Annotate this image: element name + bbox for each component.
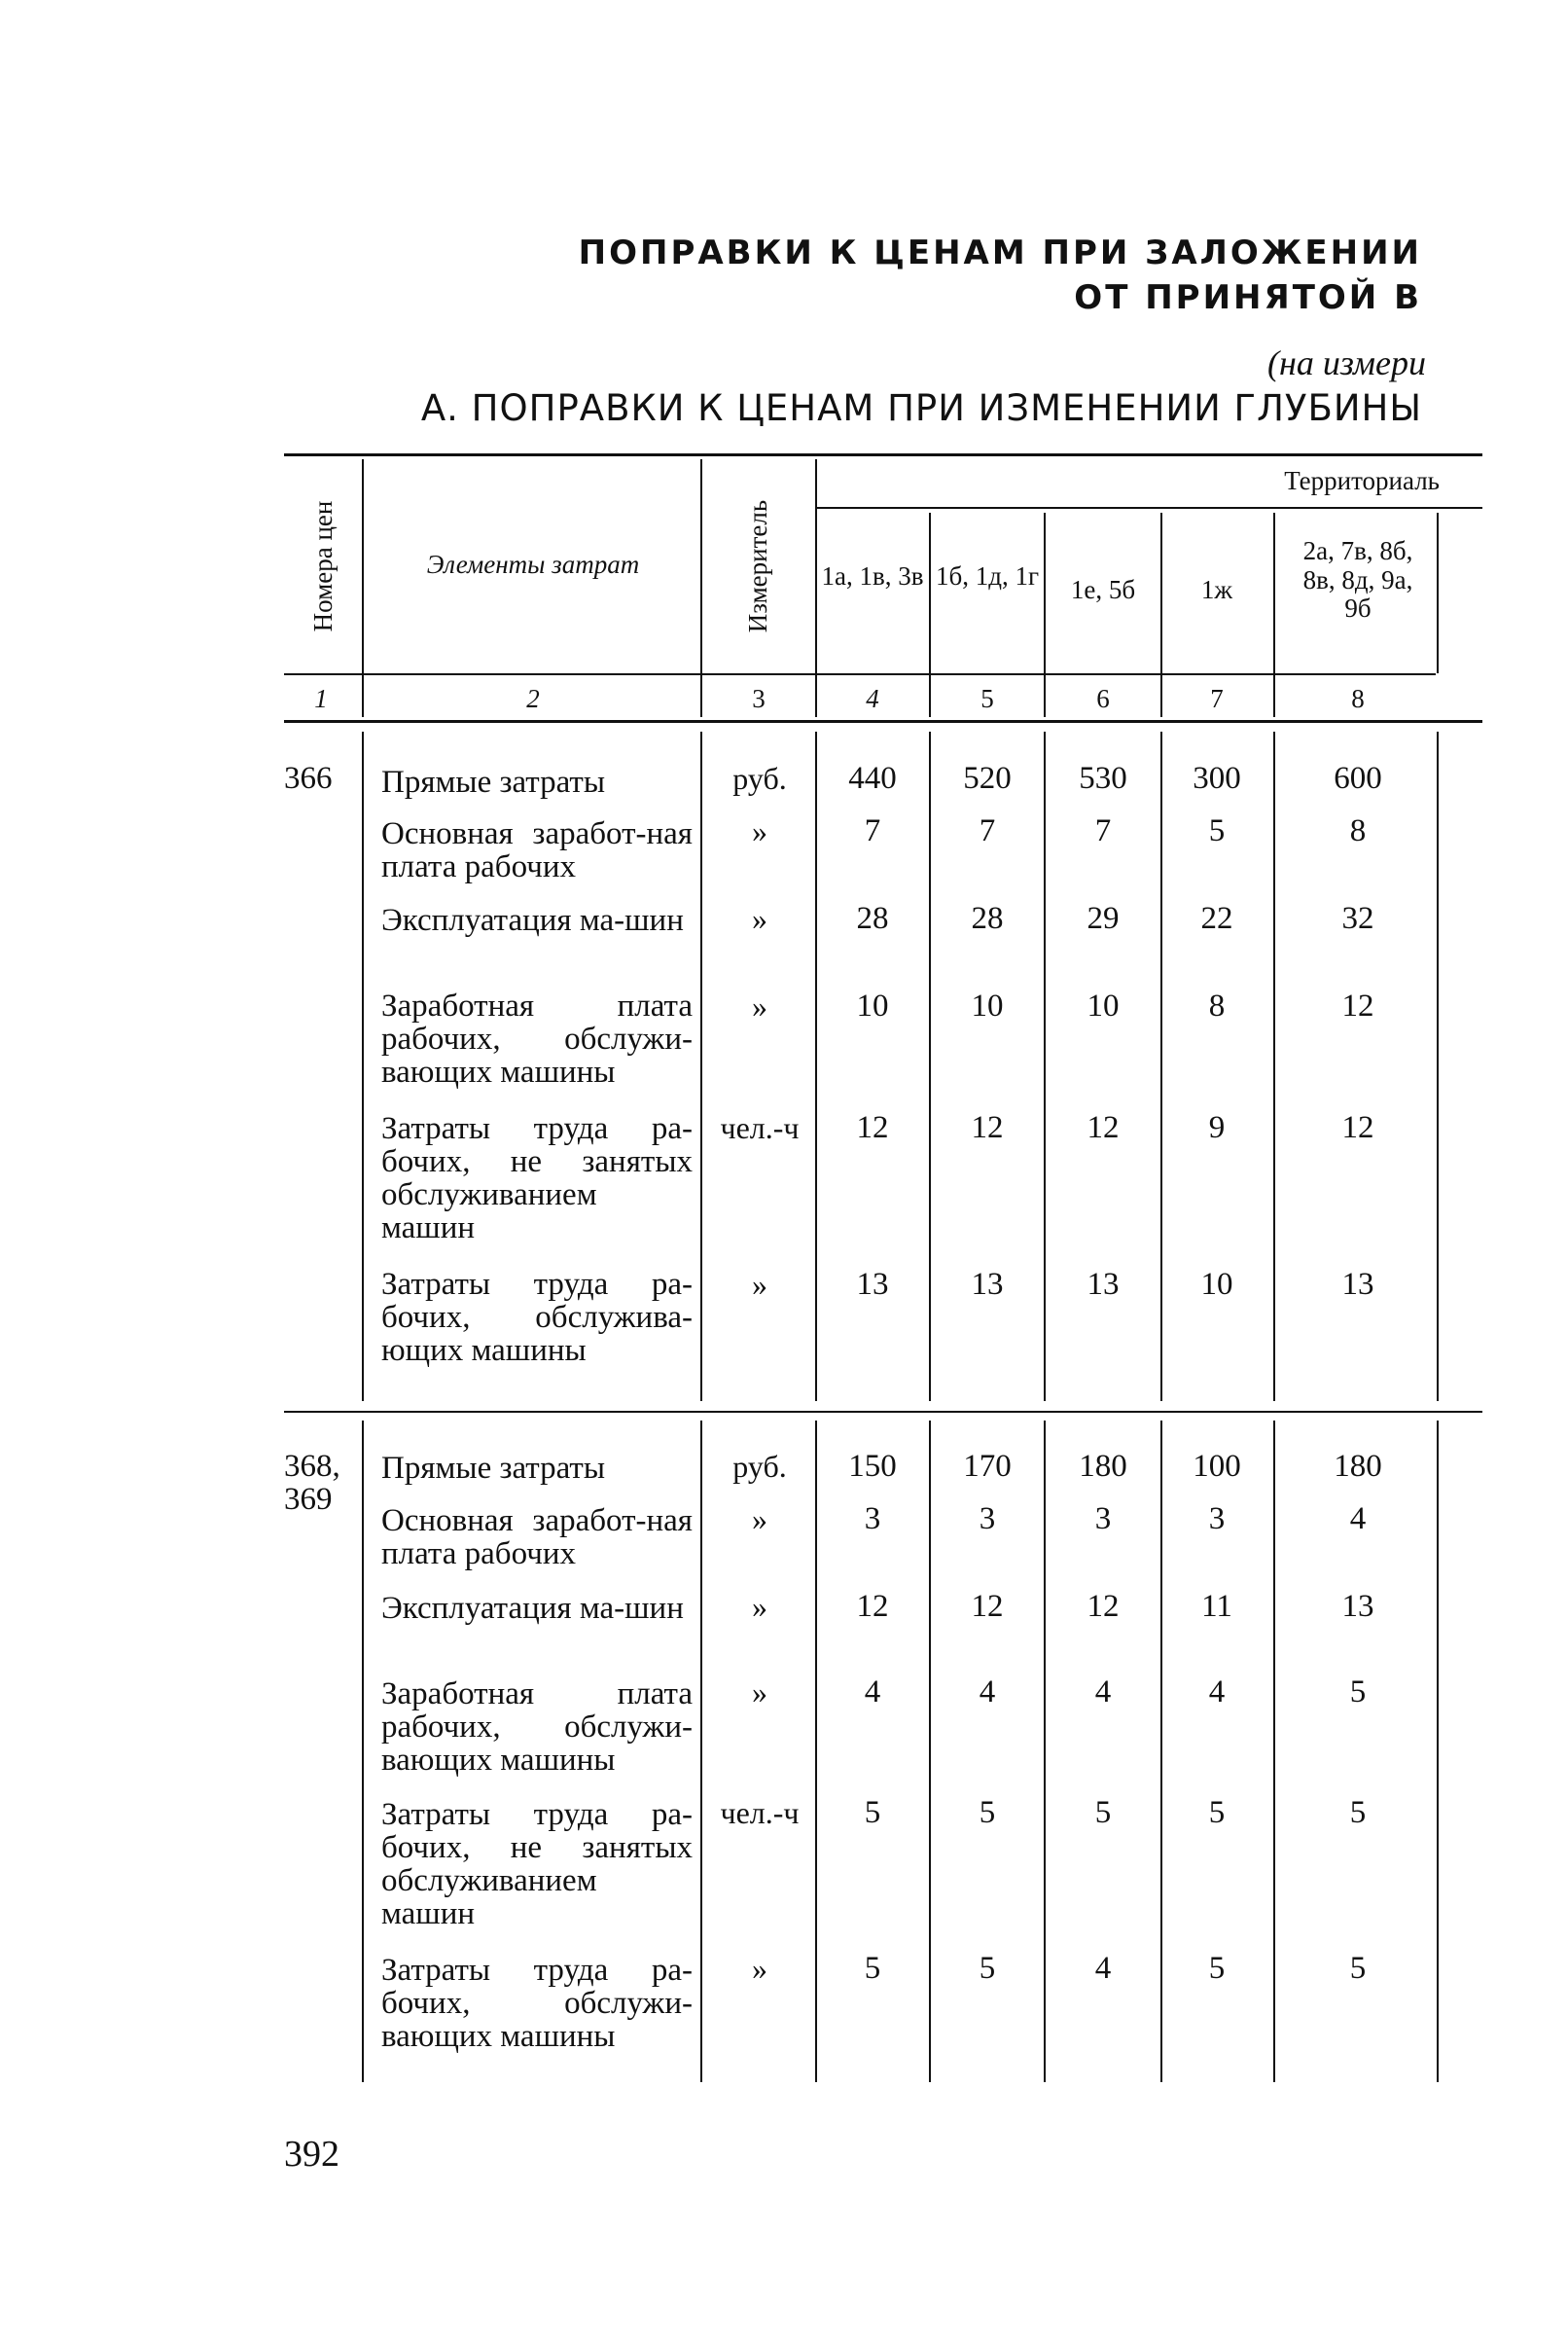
unit-cell: чел.-ч [720,1110,800,1145]
unit-cell: » [752,1267,767,1302]
page-title-line-2: ОТ ПРИНЯТОЙ В [1074,278,1422,317]
value-cell: 5 [1208,1795,1226,1830]
value-cell: 13 [1341,1589,1374,1624]
header-price-numbers: Номера цен [308,500,338,632]
value-cell: 5 [1094,1795,1112,1830]
unit-cell: чел.-ч [720,1795,800,1830]
column-number: 1 [314,684,328,713]
section-title: А. ПОПРАВКИ К ЦЕНАМ ПРИ ИЗМЕНЕНИИ ГЛУБИНЫ [420,387,1422,429]
header-region-2: 1б, 1д, 1г [935,561,1040,591]
body-vrule [815,1421,817,2082]
header-vrule [1044,513,1046,717]
price-number-368-369: 368, 369 [284,1449,340,1517]
value-cell: 7 [1094,813,1112,848]
header-vrule [362,459,364,717]
body-vrule [1437,1421,1439,2082]
value-cell: 10 [1200,1267,1233,1302]
value-cell: 4 [1094,1674,1112,1709]
value-cell: 13 [1087,1267,1120,1302]
body-vrule [1437,732,1439,1401]
body-vrule [1273,732,1275,1401]
value-cell: 5 [1208,813,1226,848]
body-vrule [700,732,702,1401]
header-vrule [1437,513,1439,673]
header-vrule [815,459,817,717]
value-cell: 520 [963,761,1012,796]
body-vrule [1160,1421,1162,2082]
value-cell: 170 [963,1449,1012,1484]
price-number-366: 366 [284,761,333,796]
group-separator-rule [284,1411,1482,1413]
value-cell: 8 [1208,989,1226,1024]
unit-cell: » [752,1951,767,1986]
value-cell: 8 [1349,813,1367,848]
value-cell: 600 [1334,761,1382,796]
header-region-1: 1а, 1в, 3в [821,561,924,591]
value-cell: 32 [1341,901,1374,936]
territorial-rule [815,507,1482,509]
value-cell: 12 [1087,1589,1120,1624]
table-top-rule [284,453,1482,456]
column-number: 7 [1210,684,1224,713]
column-number: 4 [866,684,879,713]
cost-element: Основная заработ-ная плата рабочих [381,816,693,884]
value-cell: 28 [971,901,1004,936]
body-vrule [1273,1421,1275,2082]
cost-element: Затраты труда ра-бочих, не занятых обслуживанием машин [381,1111,693,1245]
value-cell: 180 [1079,1449,1127,1484]
cost-element: Основная заработ-ная плата рабочих [381,1503,693,1571]
value-cell: 11 [1201,1589,1232,1624]
value-cell: 7 [864,813,881,848]
value-cell: 5 [1349,1795,1367,1830]
value-cell: 12 [1341,989,1374,1024]
column-number: 2 [526,684,540,713]
header-region-3: 1е, 5б [1070,575,1136,604]
value-cell: 100 [1193,1449,1241,1484]
cost-element: Прямые затраты [381,765,606,800]
body-vrule [362,1421,364,2082]
header-territorial: Территориаль [1284,466,1440,495]
cost-element: Прямые затраты [381,1451,606,1486]
header-vrule [1273,513,1275,717]
cost-element: Эксплуатация ма-шин [381,903,684,938]
value-cell: 300 [1193,761,1241,796]
body-vrule [929,732,931,1401]
value-cell: 4 [1094,1951,1112,1986]
value-cell: 440 [848,761,897,796]
value-cell: 4 [864,1674,881,1709]
header-vrule [1160,513,1162,717]
value-cell: 4 [1208,1674,1226,1709]
header-bottom-rule [284,673,1436,675]
body-vrule [929,1421,931,2082]
header-cost-elements: Элементы затрат [426,550,640,579]
cost-element: Эксплуатация ма-шин [381,1591,684,1626]
unit-cell: руб. [732,761,787,796]
body-vrule [700,1421,702,2082]
value-cell: 12 [856,1589,889,1624]
header-vrule [700,459,702,717]
cost-element: Затраты труда ра-бочих, не занятых обслуживанием машин [381,1797,693,1931]
value-cell: 3 [979,1501,996,1536]
value-cell: 12 [971,1110,1004,1145]
unit-cell: руб. [732,1449,787,1484]
value-cell: 5 [979,1795,996,1830]
column-number: 5 [980,684,994,713]
value-cell: 12 [1087,1110,1120,1145]
value-cell: 13 [1341,1267,1374,1302]
value-cell: 530 [1079,761,1127,796]
value-cell: 13 [856,1267,889,1302]
unit-cell: » [752,901,767,936]
colnum-bottom-rule [284,720,1482,723]
value-cell: 9 [1208,1110,1226,1145]
value-cell: 5 [864,1951,881,1986]
column-number: 3 [752,684,766,713]
value-cell: 3 [864,1501,881,1536]
value-cell: 3 [1094,1501,1112,1536]
unit-cell: » [752,813,767,848]
unit-cell: » [752,989,767,1024]
cost-element: Затраты труда ра-бочих, обслужива-ющих машины [381,1267,693,1368]
value-cell: 3 [1208,1501,1226,1536]
column-number: 6 [1096,684,1110,713]
value-cell: 5 [1208,1951,1226,1986]
header-vrule [929,513,931,717]
value-cell: 10 [971,989,1004,1024]
value-cell: 5 [1349,1951,1367,1986]
value-cell: 12 [856,1110,889,1145]
column-number: 8 [1351,684,1365,713]
value-cell: 29 [1087,901,1120,936]
value-cell: 180 [1334,1449,1382,1484]
body-vrule [815,732,817,1401]
cost-element: Заработная плата рабочих, обслужи-вающих машины [381,1676,693,1778]
value-cell: 12 [1341,1110,1374,1145]
body-vrule [1044,1421,1046,2082]
body-vrule [1160,732,1162,1401]
value-cell: 5 [979,1951,996,1986]
value-cell: 5 [864,1795,881,1830]
body-vrule [1044,732,1046,1401]
header-unit: Измеритель [743,499,772,633]
value-cell: 150 [848,1449,897,1484]
value-cell: 28 [856,901,889,936]
value-cell: 10 [1087,989,1120,1024]
value-cell: 22 [1200,901,1233,936]
unit-cell: » [752,1589,767,1624]
cost-element: Затраты труда ра-бочих, обслужи-вающих машины [381,1953,693,2054]
unit-cell: » [752,1674,767,1709]
value-cell: 12 [971,1589,1004,1624]
header-region-5: 2а, 7в, 8б, 8в, 8д, 9а, 9б [1302,536,1413,624]
header-region-4: 1ж [1200,575,1233,604]
value-cell: 4 [1349,1501,1367,1536]
cost-element: Заработная плата рабочих, обслужи-вающих машины [381,989,693,1090]
value-cell: 10 [856,989,889,1024]
units-note: (на измери [1267,343,1426,382]
value-cell: 13 [971,1267,1004,1302]
page-title-line-1: ПОПРАВКИ К ЦЕНАМ ПРИ ЗАЛОЖЕНИИ [578,234,1422,272]
body-vrule [362,732,364,1401]
value-cell: 5 [1349,1674,1367,1709]
unit-cell: » [752,1501,767,1536]
value-cell: 7 [979,813,996,848]
page-number: 392 [284,2134,339,2175]
value-cell: 4 [979,1674,996,1709]
